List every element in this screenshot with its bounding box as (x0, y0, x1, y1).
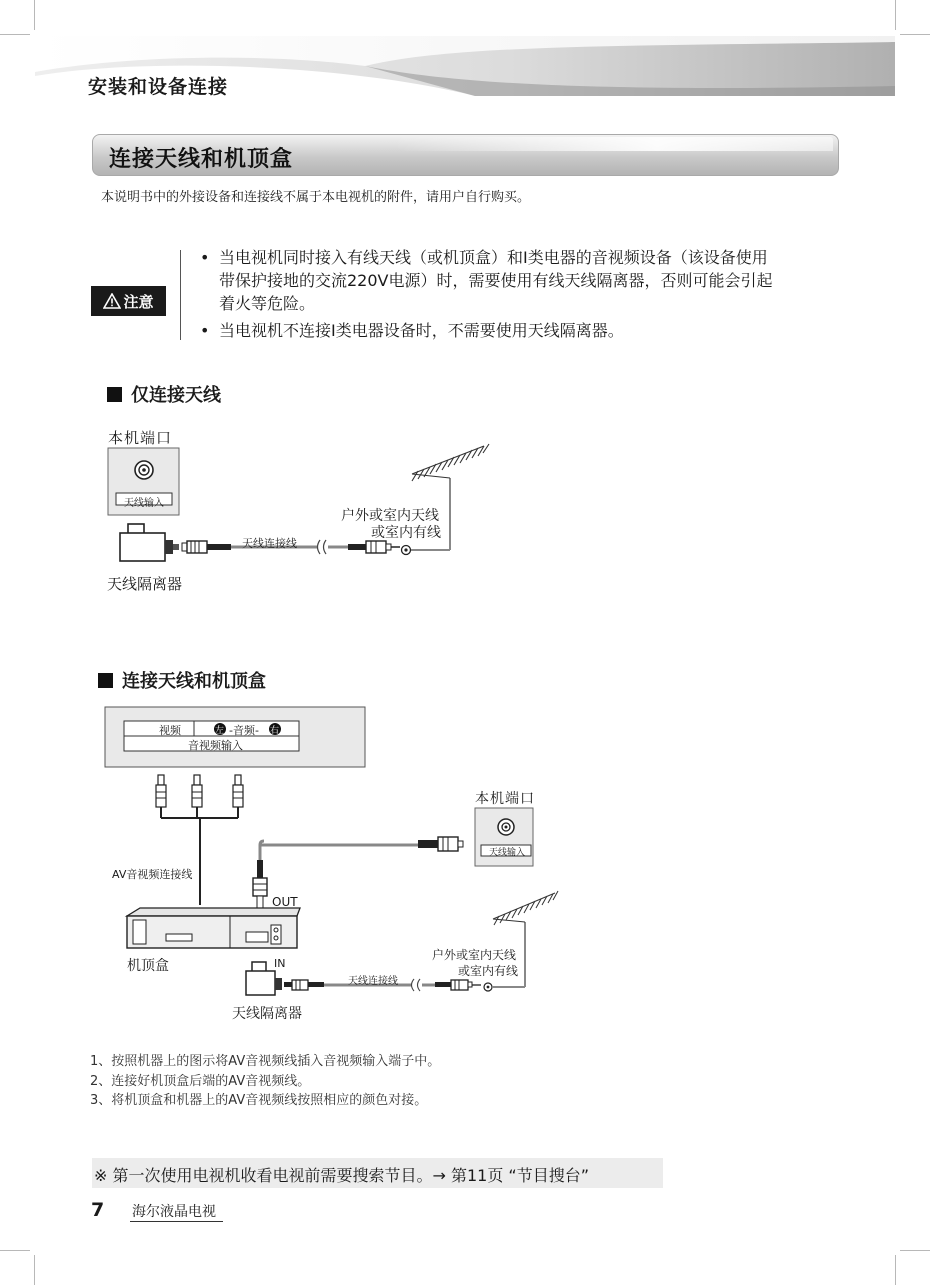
antenna-label-line1: 户外或室内天线 (341, 508, 439, 524)
search-note-text: ※ 第一次使用电视机收看电视前需要搜索节目。→ 第11页 “节目搜台” (94, 1166, 590, 1185)
crop-mark (0, 34, 30, 35)
set-top-box-icon (127, 908, 300, 948)
antenna-icon (412, 444, 489, 481)
notice-line: 着火等危险。 (219, 294, 316, 313)
notice-line: 带保护接地的交流220V电源）时，需要使用有线天线隔离器，否则可能会引起 (219, 271, 773, 290)
title-bar (92, 134, 839, 176)
isolator-label: 天线隔离器 (107, 575, 183, 593)
brand-name: 海尔液晶电视 (132, 1204, 216, 1220)
page-title: 连接天线和机顶盒 (109, 147, 294, 172)
crop-mark (895, 0, 896, 30)
cable-label: 天线连接线 (242, 537, 297, 550)
tv-port-label: 本机端口 (108, 429, 173, 447)
antenna-only-diagram (100, 440, 520, 580)
diagram1-heading (107, 381, 221, 407)
panel-audio-label: -音频- (229, 724, 259, 737)
crop-mark (0, 1250, 30, 1251)
panel-input-label: 音视频输入 (188, 739, 243, 752)
title-bar-shine (393, 137, 833, 151)
antenna-label-line1: 户外或室内天线 (432, 948, 517, 962)
intro-text: 本说明书中的外接设备和连接线不属于本电视机的附件，请用户自行购买。 (101, 190, 531, 205)
crop-mark (900, 1250, 930, 1251)
tv-port-label: 本机端口 (475, 791, 535, 807)
notice-divider (180, 250, 181, 340)
panel-left-label: 左 (215, 726, 225, 736)
port-name-label: 天线输入 (489, 848, 526, 858)
antenna-label-line2: 或室内有线 (371, 525, 441, 541)
diagram2-heading-text: 连接天线和机顶盒 (122, 671, 266, 692)
antenna-icon (493, 891, 558, 925)
out-label: OUT (272, 895, 298, 909)
notice-badge-label: 注意 (123, 292, 154, 311)
step-item: 3、将机顶盒和机器上的AV音视频线按照相应的颜色对接。 (90, 1093, 428, 1108)
crop-mark (34, 0, 35, 30)
diagram2-heading (98, 667, 266, 693)
crop-mark (900, 34, 930, 35)
isolator-label: 天线隔离器 (232, 1006, 302, 1022)
crop-mark (895, 1255, 896, 1285)
step-item: 2、连接好机顶盒后端的AV音视频线。 (90, 1074, 311, 1089)
brand-underline (130, 1221, 223, 1222)
notice-line: 当电视机同时接入有线天线（或机顶盒）和I类电器的音视频设备（该设备使用 (219, 248, 768, 267)
av-cable-label: AV音视频连接线 (112, 868, 193, 881)
antenna-label-line2: 或室内有线 (458, 964, 519, 978)
search-note (92, 1158, 663, 1188)
cable-label: 天线连接线 (348, 976, 398, 987)
in-label: IN (274, 957, 286, 970)
stb-label: 机顶盒 (127, 958, 169, 974)
warning-icon (103, 293, 121, 309)
diagram1-heading-text: 仅连接天线 (131, 385, 221, 406)
bullet-marker: • (200, 248, 210, 267)
square-bullet-icon (98, 673, 113, 688)
page-number: 7 (91, 1199, 105, 1221)
step-item: 1、按照机器上的图示将AV音视频线插入音视频输入端子中。 (90, 1054, 441, 1069)
section-title: 安装和设备连接 (88, 76, 229, 98)
panel-video-label: 视频 (159, 724, 181, 737)
bullet-marker: • (200, 321, 210, 340)
rca-plug-icon (156, 775, 243, 807)
panel-right-label: 右 (270, 726, 280, 736)
crop-mark (34, 1255, 35, 1285)
port-name-label: 天线输入 (124, 498, 164, 509)
notice-line: 当电视机不连接I类电器设备时，不需要使用天线隔离器。 (219, 321, 624, 340)
notice-badge (91, 286, 166, 316)
square-bullet-icon (107, 387, 122, 402)
